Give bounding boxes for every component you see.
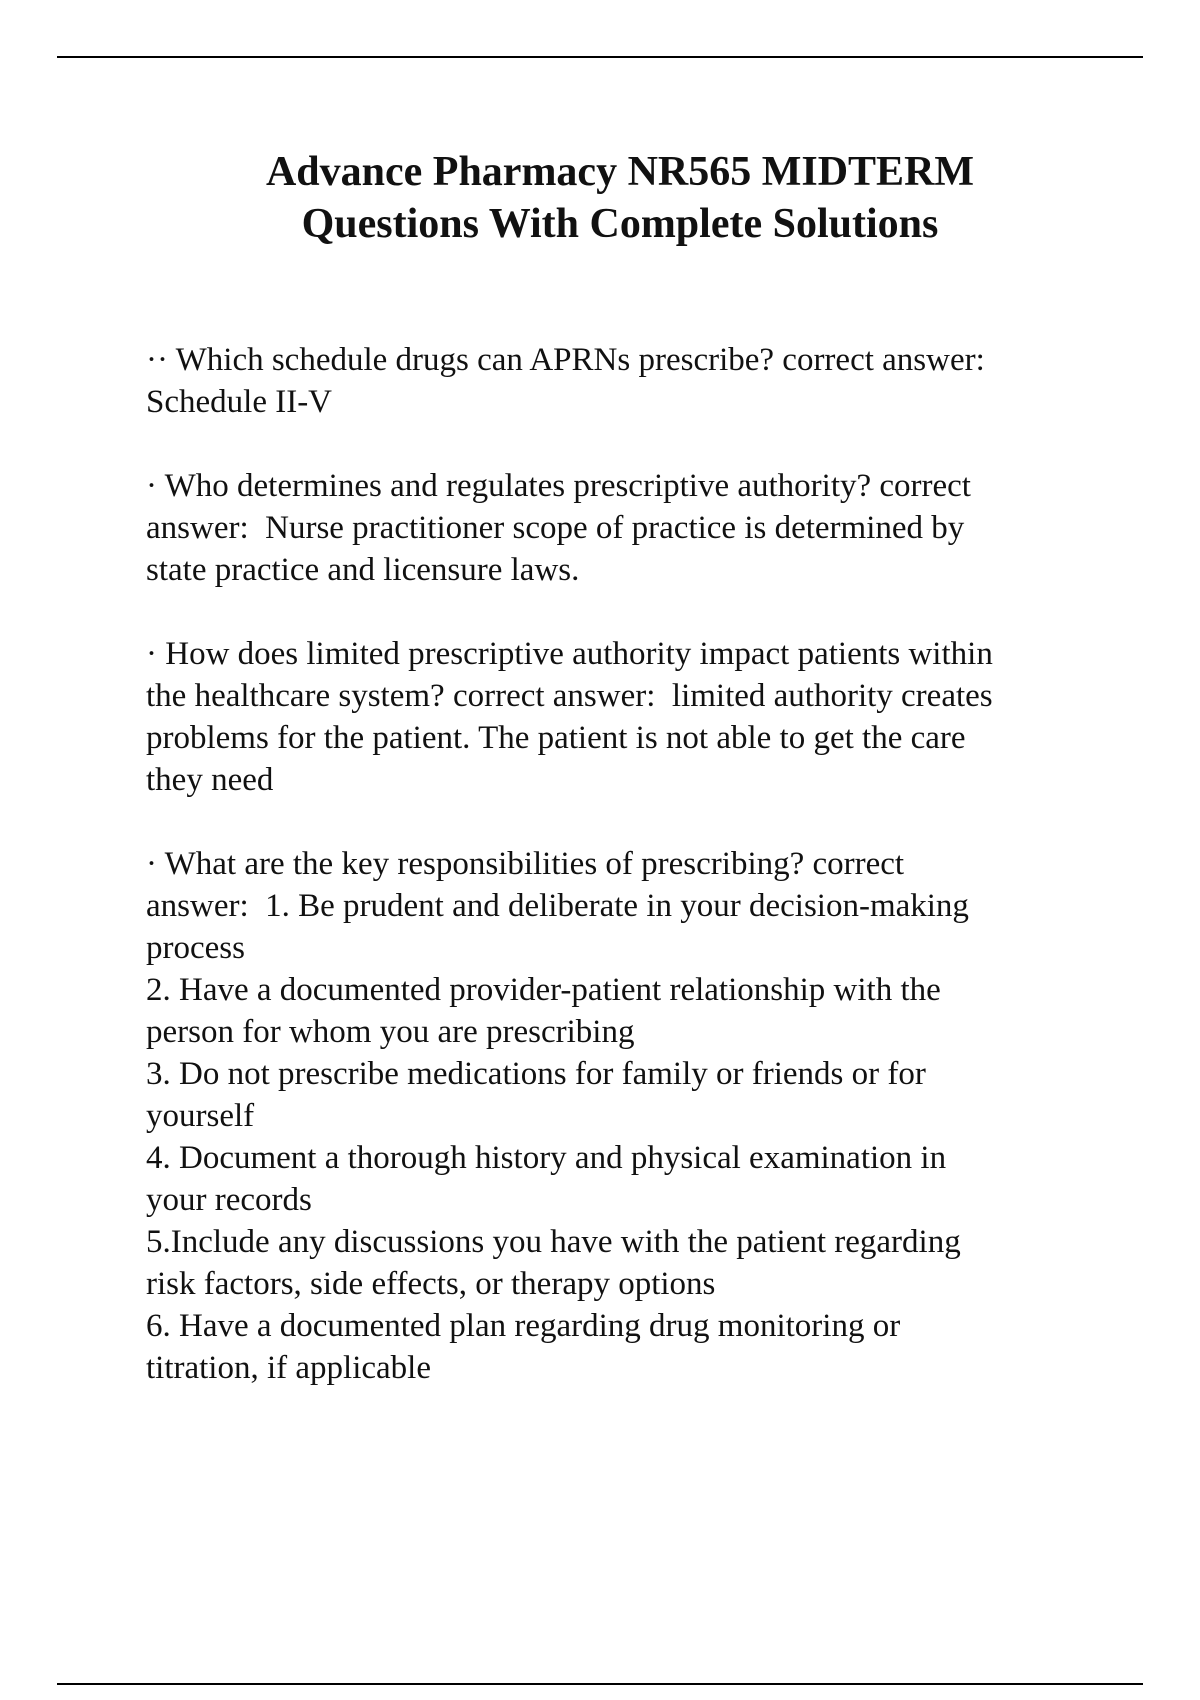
qa-line: your records [146, 1182, 312, 1218]
qa-line: titration, if applicable [146, 1350, 431, 1386]
qa-item [146, 339, 1146, 423]
qa-line: yourself [146, 1098, 255, 1134]
title-line: Questions With Complete Solutions [301, 201, 939, 247]
qa-line: 5.Include any discussions you have with the patient regarding [146, 1224, 961, 1260]
qa-line: 3. Do not prescribe medications for family or friends or for [146, 1056, 926, 1092]
qa-line: state practice and licensure laws. [146, 552, 580, 588]
qa-line: process [146, 930, 245, 966]
qa-line: answer: 1. Be prudent and deliberate in your decision-making [146, 888, 969, 924]
document-body [146, 339, 1146, 1389]
qa-line: · What are the key responsibilities of prescribing? correct [146, 846, 905, 882]
title-line: Advance Pharmacy NR565 MIDTERM [265, 149, 975, 195]
qa-line: · How does limited prescriptive authority impact patients within [146, 636, 993, 672]
qa-line: person for whom you are prescribing [146, 1014, 635, 1050]
qa-line: the healthcare system? correct answer: limited authority creates [146, 678, 993, 714]
qa-item [146, 633, 1146, 801]
top-rule [57, 56, 1143, 58]
qa-line: risk factors, side effects, or therapy options [146, 1266, 716, 1302]
qa-item [146, 465, 1146, 591]
qa-line: ·· Which schedule drugs can APRNs prescribe? correct answer: [146, 342, 985, 378]
qa-line: problems for the patient. The patient is not able to get the care [146, 720, 966, 756]
document-title [0, 146, 1200, 250]
qa-line: · Who determines and regulates prescriptive authority? correct [146, 468, 971, 504]
qa-line: Schedule II-V [146, 384, 333, 420]
qa-line: 2. Have a documented provider-patient relationship with the [146, 972, 941, 1008]
qa-item [146, 843, 1146, 1389]
qa-line: answer: Nurse practitioner scope of practice is determined by [146, 510, 965, 546]
qa-line: 6. Have a documented plan regarding drug monitoring or [146, 1308, 901, 1344]
qa-line: they need [146, 762, 274, 798]
bottom-rule [57, 1683, 1143, 1685]
qa-line: 4. Document a thorough history and physical examination in [146, 1140, 947, 1176]
